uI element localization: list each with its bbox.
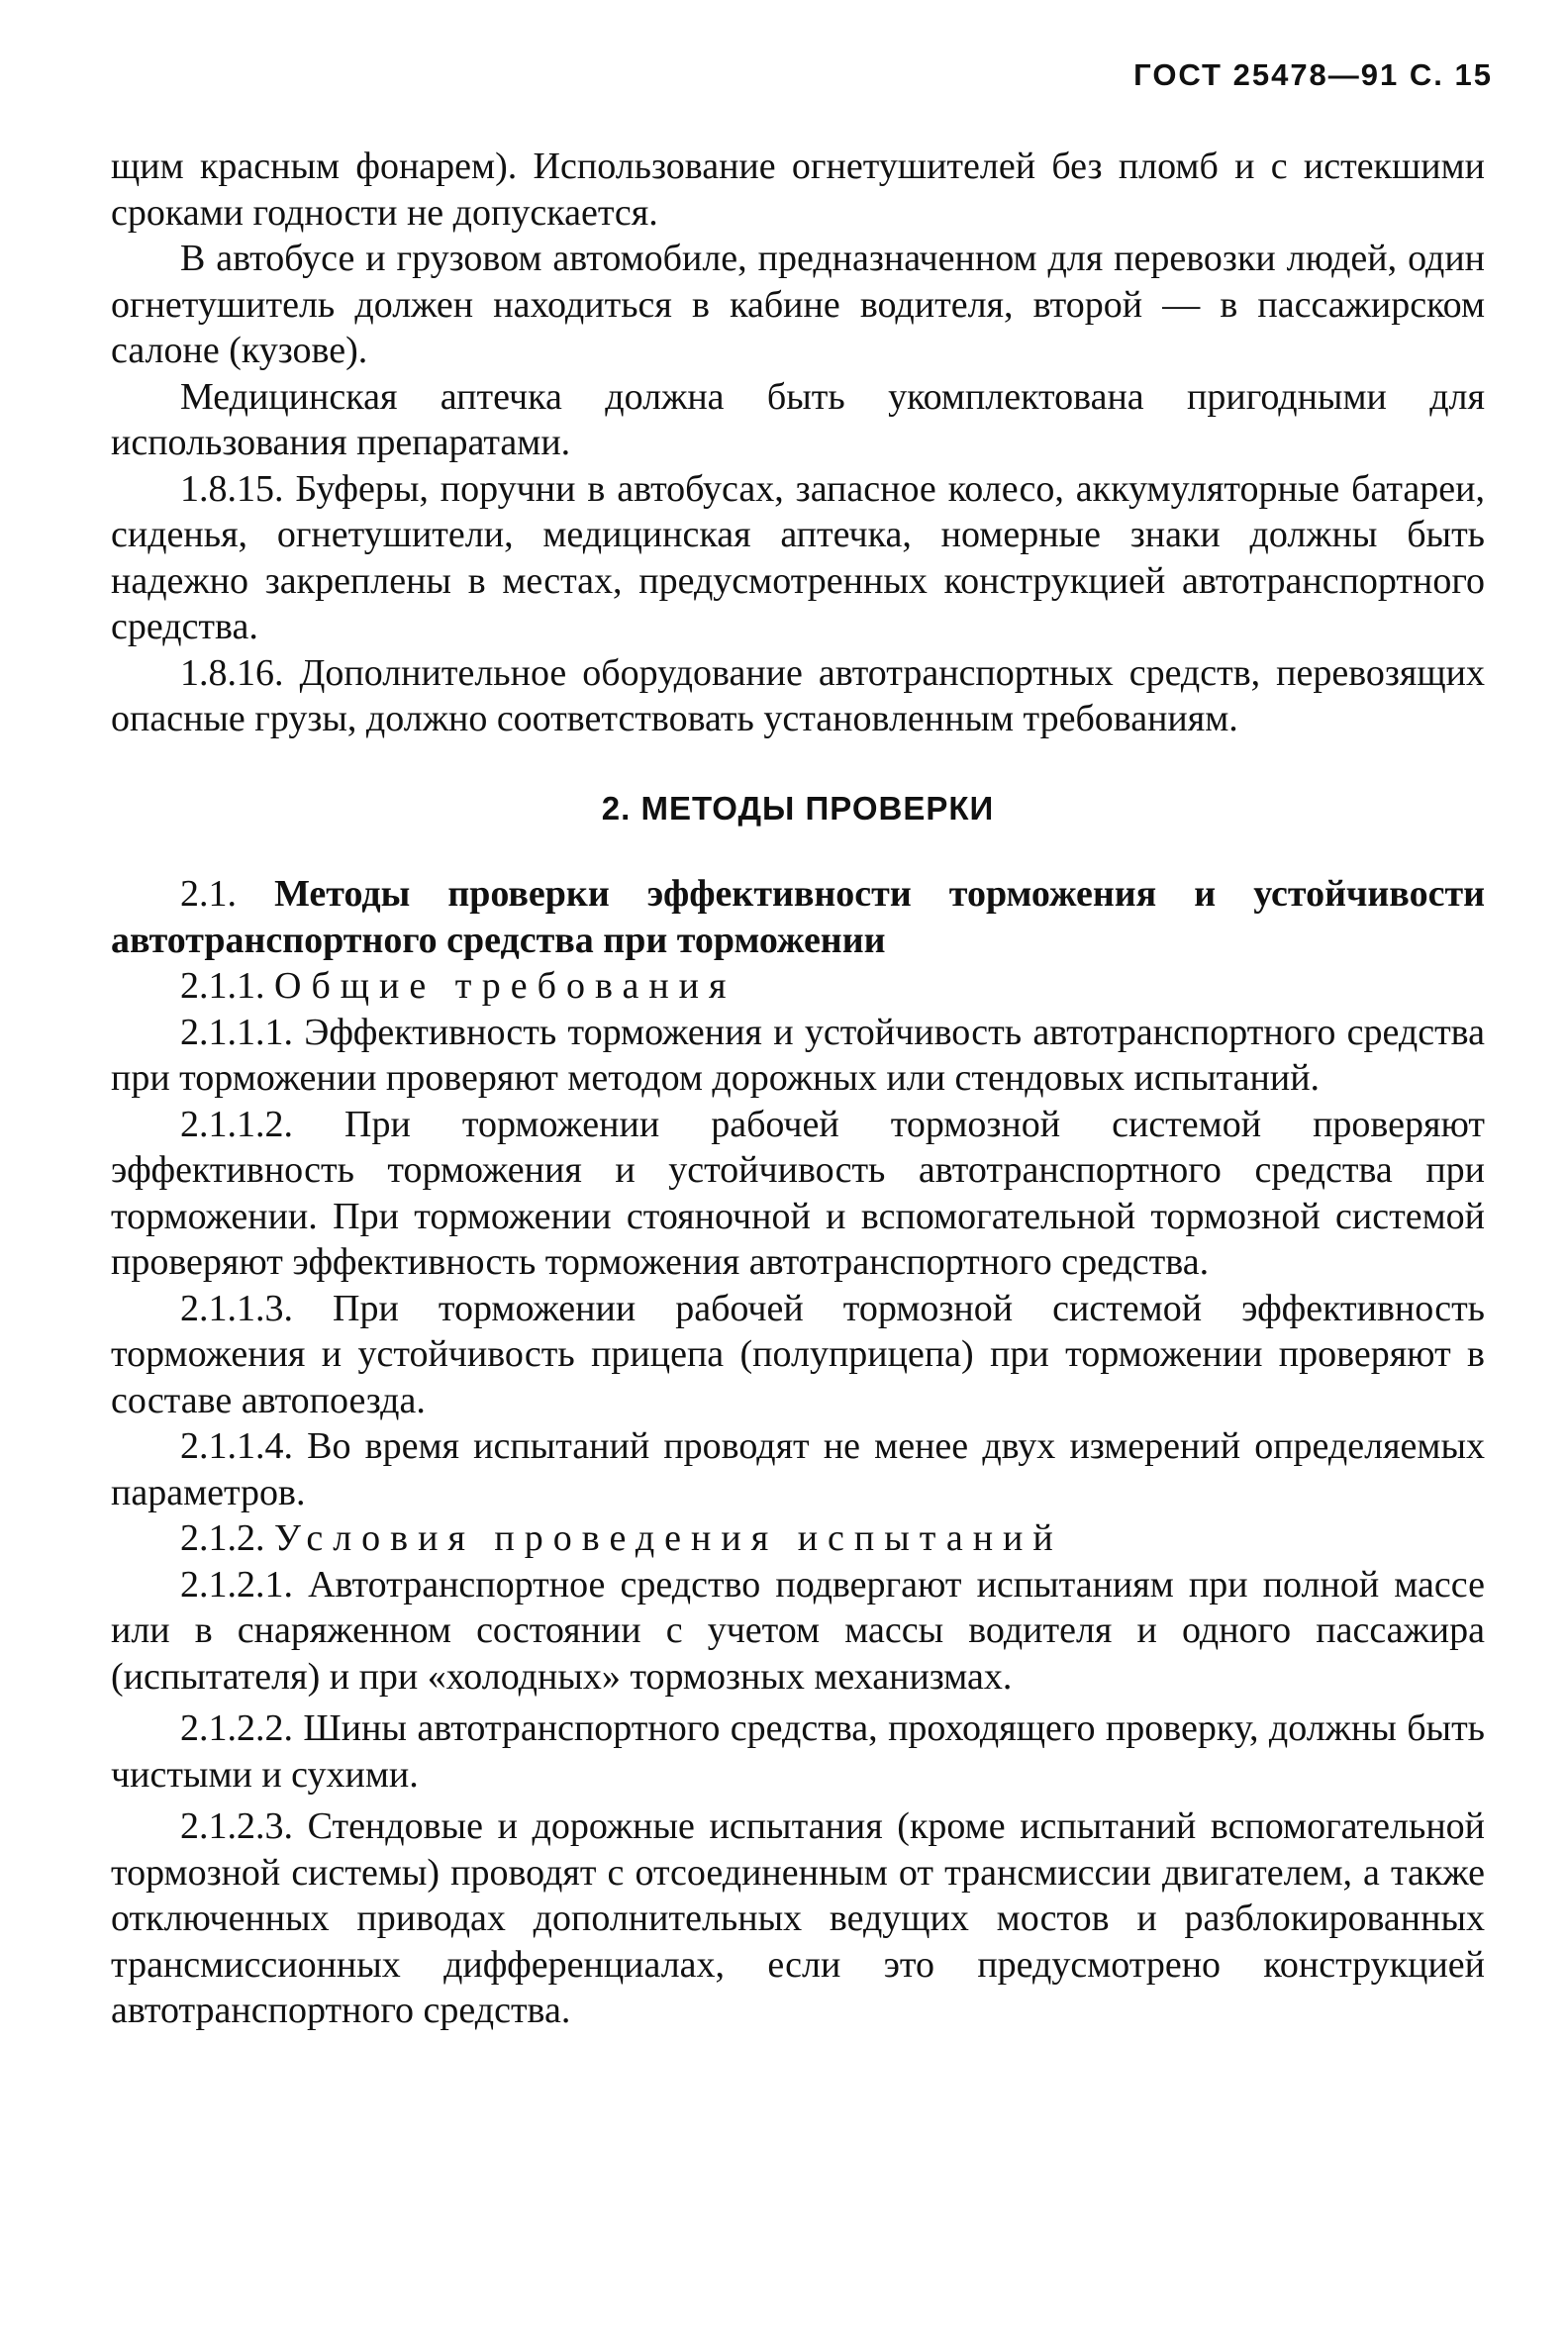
- clause-2-1-heading: Методы проверки эффективности торможения и устойчивости автотранспортного средства при торможении: [111, 873, 1485, 961]
- clause-2-1-number: 2.1.: [180, 873, 275, 915]
- clause-2-1-2-heading: Условия проведения испытаний: [274, 1517, 1063, 1559]
- clause-1-8-16: 1.8.16. Дополнительное оборудование автотранспортных средств, перевозящих опасные грузы, должно соответствовать установленным требованиям.: [111, 651, 1485, 739]
- clause-2-1-1-heading: Общие требования: [274, 965, 736, 1007]
- clause-2-1-2-3: 2.1.2.3. Стендовые и дорожные испытания (кроме испытаний вспомогательной тормозной системы) проводят с отсоединенным от трансмиссии двигателем, а также отключенных приводах дополнительных ведущих мостов и разблокированных трансмиссионных дифференциалах, если это предусмотрено конструкцией автотранспортного средства.: [111, 1805, 1485, 2031]
- document-body: [111, 144, 1485, 2034]
- clause-2-1-1: [111, 963, 1485, 1010]
- clause-2-1-2-1: 2.1.2.1. Автотранспортное средство подвергают испытаниям при полной массе или в снаряженном состоянии с учетом массы водителя и одного пассажира (испытателя) и при «холодных» тормозных механизмах.: [111, 1563, 1485, 1698]
- clause-2-1-1-4: 2.1.1.4. Во время испытаний проводят не менее двух измерений определяемых параметров.: [111, 1425, 1485, 1513]
- clause-2-1-1-3: 2.1.1.3. При торможении рабочей тормозной системой эффективность торможения и устойчивость прицепа (полуприцепа) при торможении проверяют в составе автопоезда.: [111, 1287, 1485, 1421]
- clause-2-1-1-number: 2.1.1.: [180, 965, 274, 1007]
- clause-2-1-1-1: 2.1.1.1. Эффективность торможения и устойчивость автотранспортного средства при торможении проверяют методом дорожных или стендовых испытаний.: [111, 1011, 1485, 1099]
- paragraph-first-aid-kit: Медицинская аптечка должна быть укомплектована пригодными для использования препаратами.: [111, 375, 1485, 463]
- page-header: ГОСТ 25478—91 С. 15: [1133, 57, 1493, 92]
- clause-2-1-1-2: 2.1.1.2. При торможении рабочей тормозной системой проверяют эффективность торможения и устойчивость автотранспортного средства при торможении. При торможении стояночной и вспомогательной тормозной системой проверяют эффективность торможения автотранспортного средства.: [111, 1103, 1485, 1283]
- clause-2-1-2: [111, 1515, 1485, 1562]
- paragraph-continuation: щим красным фонарем). Использование огнетушителей без пломб и с истекшими сроками годности не допускается.: [111, 146, 1485, 234]
- clause-2-1: [111, 871, 1485, 963]
- clause-2-1-2-2: 2.1.2.2. Шины автотранспортного средства, проходящего проверку, должны быть чистыми и сухими.: [111, 1707, 1485, 1796]
- paragraph-bus-extinguisher: В автобусе и грузовом автомобиле, предназначенном для перевозки людей, один огнетушитель должен находиться в кабине водителя, второй — в пассажирском салоне (кузове).: [111, 238, 1485, 371]
- clause-1-8-15: 1.8.15. Буферы, поручни в автобусах, запасное колесо, аккумуляторные батареи, сиденья, огнетушители, медицинская аптечка, номерные знаки должны быть надежно закреплены в местах, предусмотренных конструкцией автотранспортного средства.: [111, 467, 1485, 647]
- section-title: 2. МЕТОДЫ ПРОВЕРКИ: [601, 789, 995, 827]
- clause-2-1-2-number: 2.1.2.: [180, 1517, 274, 1559]
